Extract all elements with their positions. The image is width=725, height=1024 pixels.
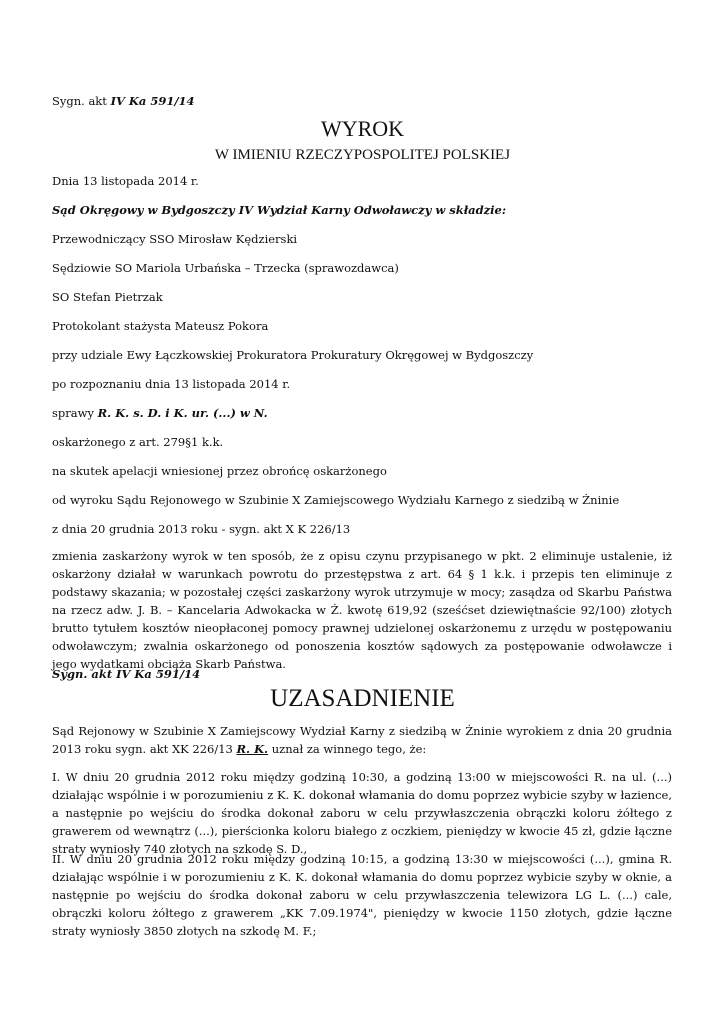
justification-point-2: II. W dniu 20 grudnia 2012 roku między godziną 10:15, a godziną 13:30 w miejscowości (...), gmina R. działając wspólnie i w porozumieniu z K. K. dokonał włamania do domu poprzez wybicie szyby w oknie, a następnie po wejściu do środka dokonał zaboru w celu przywłaszczenia telewizora LG L. (...) cale, obrączki koloru żółtego z grawerem „KK 7.09.1974", pieniędzy w kwocie 1150 złotych, gdzie łączne straty wyniosły 3850 złotych na szkodę M. F.;	[52, 852, 672, 938]
case-signature-2: Sygn. akt IV Ka 591/14	[52, 667, 201, 681]
court-composition: Sąd Okręgowy w Bydgoszczy IV Wydział Karny Odwoławczy w składzie:	[52, 203, 507, 217]
hearing-date: po rozpoznaniu dnia 13 listopada 2014 r.	[52, 377, 291, 391]
judge-line-2: SO Stefan Pietrzak	[52, 290, 163, 304]
judges-line: Sędziowie SO Mariola Urbańska – Trzecka (sprawozdawca)	[52, 261, 399, 275]
defendant-name: R. K. s. D. i K. ur. (...) w N.	[97, 406, 268, 420]
intro-text: Sąd Rejonowy w Szubinie X Zamiejscowy Wydział Karny z siedzibą w Żninie wyrokiem z dnia 20 grudnia 2013 roku sygn. akt XK 226/13	[52, 724, 672, 756]
lower-court-date: z dnia 20 grudnia 2013 roku - sygn. akt X K 226/13	[52, 522, 351, 536]
judgment-date: Dnia 13 listopada 2014 r.	[52, 174, 199, 188]
lower-court-line: od wyroku Sądu Rejonowego w Szubinie X Zamiejscowego Wydziału Karnego z siedzibą w Żninie	[52, 493, 620, 507]
prosecutor-line: przy udziale Ewy Łączkowskiej Prokuratora Prokuratury Okręgowej w Bydgoszczy	[52, 348, 534, 362]
justification-intro	[52, 722, 672, 758]
appeal-line: na skutek apelacji wniesionej przez obrońcę oskarżonego	[52, 464, 387, 478]
court-clerk: Protokolant stażysta Mateusz Pokora	[52, 319, 269, 333]
case-line	[52, 406, 268, 420]
case-signature	[52, 94, 195, 108]
justification-point-1: I. W dniu 20 grudnia 2012 roku między godziną 10:30, a godziną 13:00 w miejscowości R. na ul. (...) działając wspólnie i w porozumieniu z K. K. dokonał włamania do domu poprzez wybicie szyby w łazience, a następnie po wejściu do środka dokonał zaboru w celu przywłaszczenia obrączki koloru żółtego z grawerem od wewnątrz (...), pierścionka koloru białego z oczkiem, pieniędzy w kwocie 45 zł, gdzie łączne straty wyniosły 740 złotych na szkodę S. D.,	[52, 770, 672, 856]
document-subtitle: W IMIENIU RZECZYPOSPOLITEJ POLSKIEJ	[214, 147, 511, 163]
document-title: WYROK	[320, 116, 405, 141]
justification-title: UZASADNIENIE	[270, 685, 455, 712]
intro-text-end: uznał za winnego tego, że:	[268, 742, 427, 756]
presiding-judge: Przewodniczący SSO Mirosław Kędzierski	[52, 232, 298, 246]
ruling-paragraph: zmienia zaskarżony wyrok w ten sposób, że z opisu czynu przypisanego w pkt. 2 eliminuje ustalenie, iż oskarżony działał w warunkach powrotu do przestępstwa z art. 64 § 1 k.k. i przepis ten eliminuje z podstawy skazania; w pozostałej części zaskarżony wyrok utrzymuje w mocy; zasądza od Skarbu Państwa na rzecz adw. J. B. – Kancelaria Adwokacka w Ż. kwotę 619,92 (sześćset dziewiętnaście 92/100) złotych brutto tytułem kosztów nieopłaconej pomocy prawnej udzielonej oskarżonemu z urzędu w postępowaniu odwoławczym; zwalnia oskarżonego od ponoszenia kosztów sądowych za postępowanie odwoławcze i jego wydatkami obciąża Skarb Państwa.	[52, 549, 672, 671]
case-signature-prefix: Sygn. akt	[52, 94, 111, 108]
intro-defendant: R. K.	[236, 742, 269, 756]
charge-line: oskarżonego z art. 279§1 k.k.	[52, 435, 224, 449]
case-signature-value: IV Ka 591/14	[110, 94, 195, 108]
case-prefix: sprawy	[52, 406, 98, 420]
